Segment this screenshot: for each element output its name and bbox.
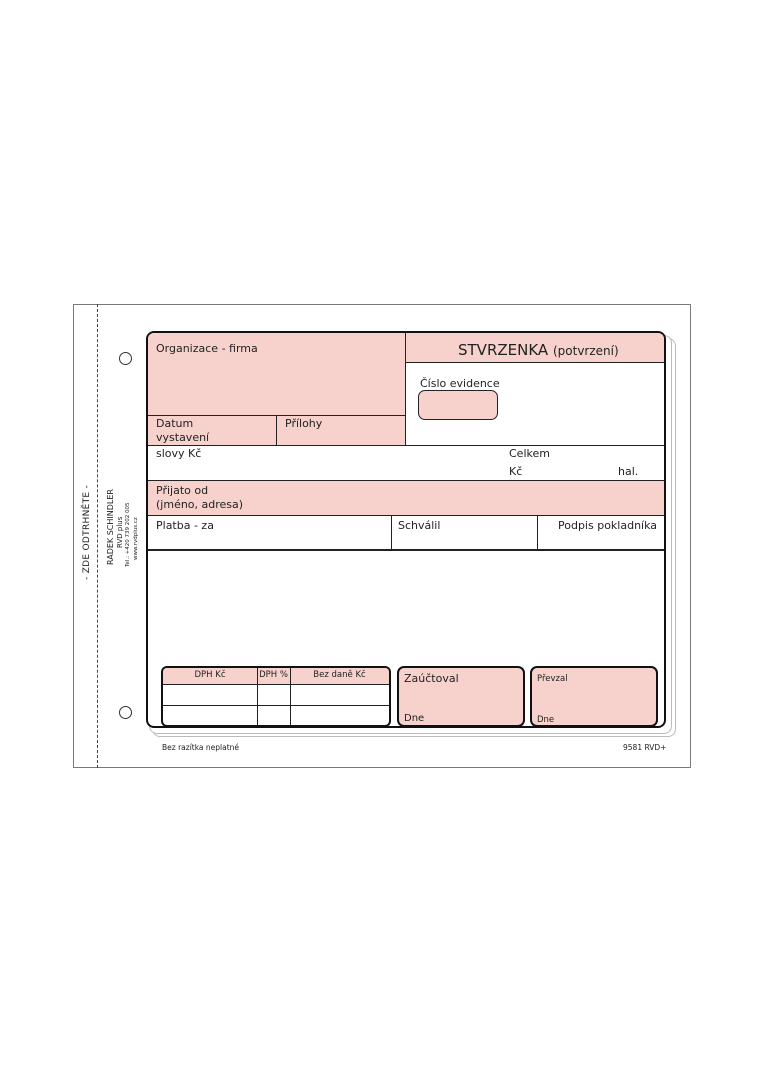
payment-for-label: Platba - za: [156, 519, 214, 532]
evidence-number-field[interactable]: [418, 390, 498, 420]
approved-label: Schválil: [398, 519, 441, 532]
hal-label: hal.: [618, 465, 639, 478]
date-label-line2: vystavení: [156, 431, 210, 444]
date-divider: [276, 415, 277, 445]
title-text: STVRZENKA: [458, 341, 549, 359]
company-name: RADEK SCHINDLER: [106, 489, 115, 565]
evidence-label: Číslo evidence: [420, 377, 500, 390]
total-label: Celkem: [509, 447, 550, 460]
received-from-label-line2: (jméno, adresa): [156, 498, 244, 511]
title-divider: [405, 362, 666, 363]
vertical-divider-main: [405, 333, 406, 445]
posted-box[interactable]: [397, 666, 525, 727]
posted-label: Zaúčtoval: [404, 672, 459, 685]
czk-label: Kč: [509, 465, 523, 478]
receipt-form: [146, 331, 666, 728]
payment-divider-1: [391, 515, 392, 549]
binder-hole-bottom: [119, 706, 132, 719]
footer-note: Bez razítka neplatné: [162, 743, 240, 752]
vat-header-line: [163, 684, 389, 685]
payment-divider-2: [537, 515, 538, 549]
posted-date-label: Dne: [404, 713, 425, 724]
payment-bottom-divider: [148, 549, 666, 551]
form-title: [458, 341, 619, 359]
net-amount-header: Bez daně Kč: [313, 670, 366, 680]
tear-off-perforation: [97, 304, 98, 768]
amount-top-divider: [148, 445, 666, 446]
date-label-line1: Datum: [156, 417, 194, 430]
tear-here-text: - ZDE ODTRHNĚTE -: [82, 484, 92, 580]
vat-col-line-2: [290, 668, 291, 725]
received-top-divider: [148, 480, 666, 481]
cashier-signature-label: Podpis pokladníka: [558, 519, 658, 532]
binder-hole-top: [119, 352, 132, 365]
received-by-box[interactable]: [530, 666, 658, 727]
payment-top-divider: [148, 515, 666, 516]
organization-label: Organizace - firma: [156, 342, 258, 355]
received-by-label: Převzal: [537, 674, 568, 684]
vat-col-line-1: [257, 668, 258, 725]
vat-czk-header: DPH Kč: [194, 670, 226, 680]
brand-name: RVD plus: [116, 516, 124, 548]
received-from-label-line1: Přijato od: [156, 484, 209, 497]
attachments-label: Přílohy: [285, 417, 323, 430]
phone-text: Tel.: +420 739 202 005: [125, 502, 131, 567]
vat-table: [161, 666, 391, 727]
subtitle-text: (potvrzení): [552, 344, 619, 358]
vat-row-line: [163, 705, 389, 706]
received-by-date-label: Dne: [537, 715, 555, 725]
vat-percent-header: DPH %: [259, 670, 288, 680]
website-text: www.rvdplus.cz: [133, 517, 139, 560]
amount-in-words-label: slovy Kč: [156, 447, 202, 460]
form-code: 9581 RVD+: [623, 743, 667, 752]
